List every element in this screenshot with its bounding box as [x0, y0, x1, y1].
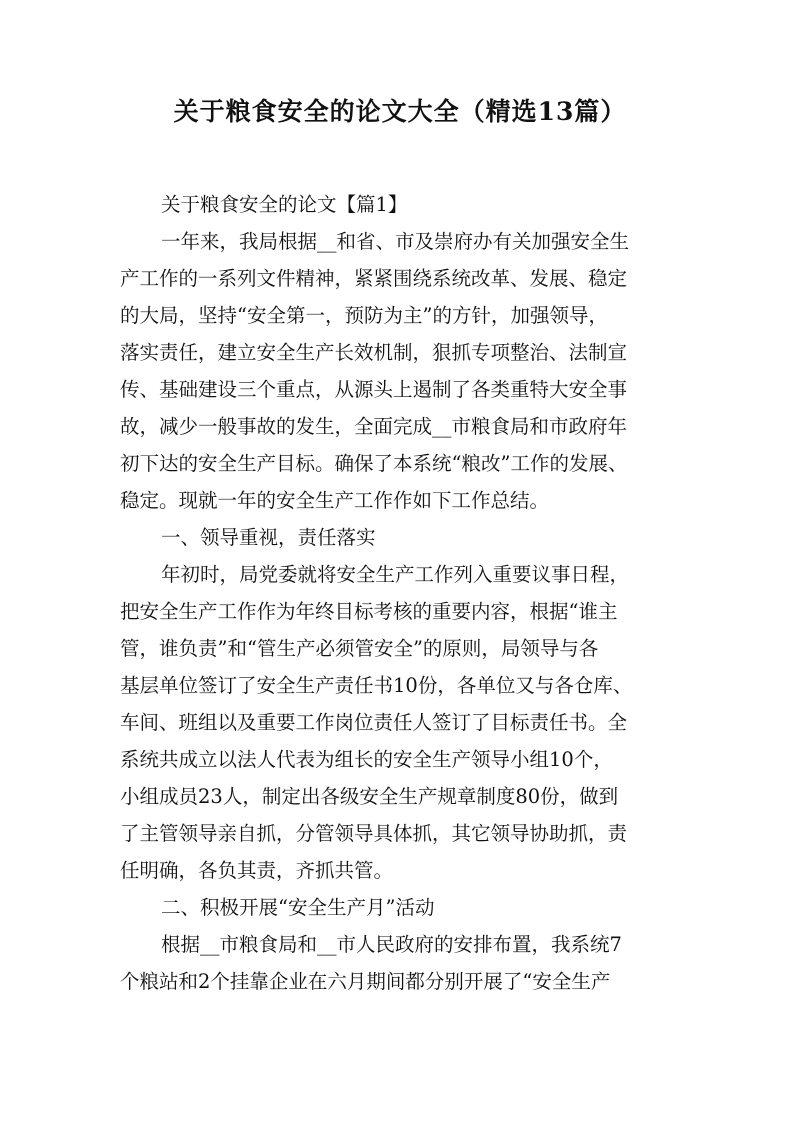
paragraph-line: 车间、班组以及重要工作岗位责任人签订了目标责任书。全 — [120, 711, 628, 734]
paragraph-line: 基层单位签订了安全生产责任书10份，各单位又与各仓库、 — [120, 674, 633, 697]
paragraph-line: 了主管领导亲自抓，分管领导具体抓，其它领导协助抓，责 — [120, 822, 628, 845]
paragraph-line: 小组成员23人，制定出各级安全生产规章制度80份，做到 — [120, 785, 619, 808]
section-heading: 二、积极开展“安全生产月”活动 — [161, 896, 435, 919]
paragraph-line: 故，减少一般事故的发生，全面完成__市粮食局和市政府年 — [120, 415, 628, 438]
document-body — [120, 186, 686, 1000]
paragraph-line: 任明确，各负其责，齐抓共管。 — [120, 859, 394, 882]
paragraph-line: 一年来，我局根据__和省、市及崇府办有关加强安全生 — [161, 230, 630, 253]
paragraph-line: 把安全生产工作作为年终目标考核的重要内容，根据“谁主 — [120, 600, 618, 623]
paragraph-line: 年初时，局党委就将安全生产工作列入重要议事日程， — [161, 563, 630, 586]
paragraph-line: 传、基础建设三个重点，从源头上遏制了各类重特大安全事 — [120, 378, 628, 401]
paragraph-line: 根据__市粮食局和__市人民政府的安排布置，我系统7 — [161, 933, 622, 956]
paragraph-line: 系统共成立以法人代表为组长的安全生产领导小组10个， — [120, 748, 613, 771]
paragraph-line: 稳定。现就一年的安全生产工作作如下工作总结。 — [120, 489, 550, 512]
document-title: 关于粮食安全的论文大全（精选13篇） — [173, 97, 627, 126]
paragraph-line: 产工作的一系列文件精神，紧紧围绕系统改革、发展、稳定 — [120, 267, 628, 290]
section-heading: 一、领导重视，责任落实 — [161, 526, 376, 549]
paragraph-line: 个粮站和2个挂靠企业在六月期间都分别开展了“安全生产 — [120, 970, 611, 993]
paragraph-line: 落实责任，建立安全生产长效机制，狠抓专项整治、法制宣 — [120, 341, 628, 364]
paragraph-line: 管，谁负责”和“管生产必须管安全”的原则，局领导与各 — [120, 637, 599, 660]
paragraph-line: 初下达的安全生产目标。确保了本系统“粮改”工作的发展、 — [120, 452, 628, 475]
section-heading: 关于粮食安全的论文【篇1】 — [161, 193, 408, 216]
paragraph-line: 的大局，坚持“安全第一，预防为主”的方针，加强领导， — [120, 304, 608, 327]
